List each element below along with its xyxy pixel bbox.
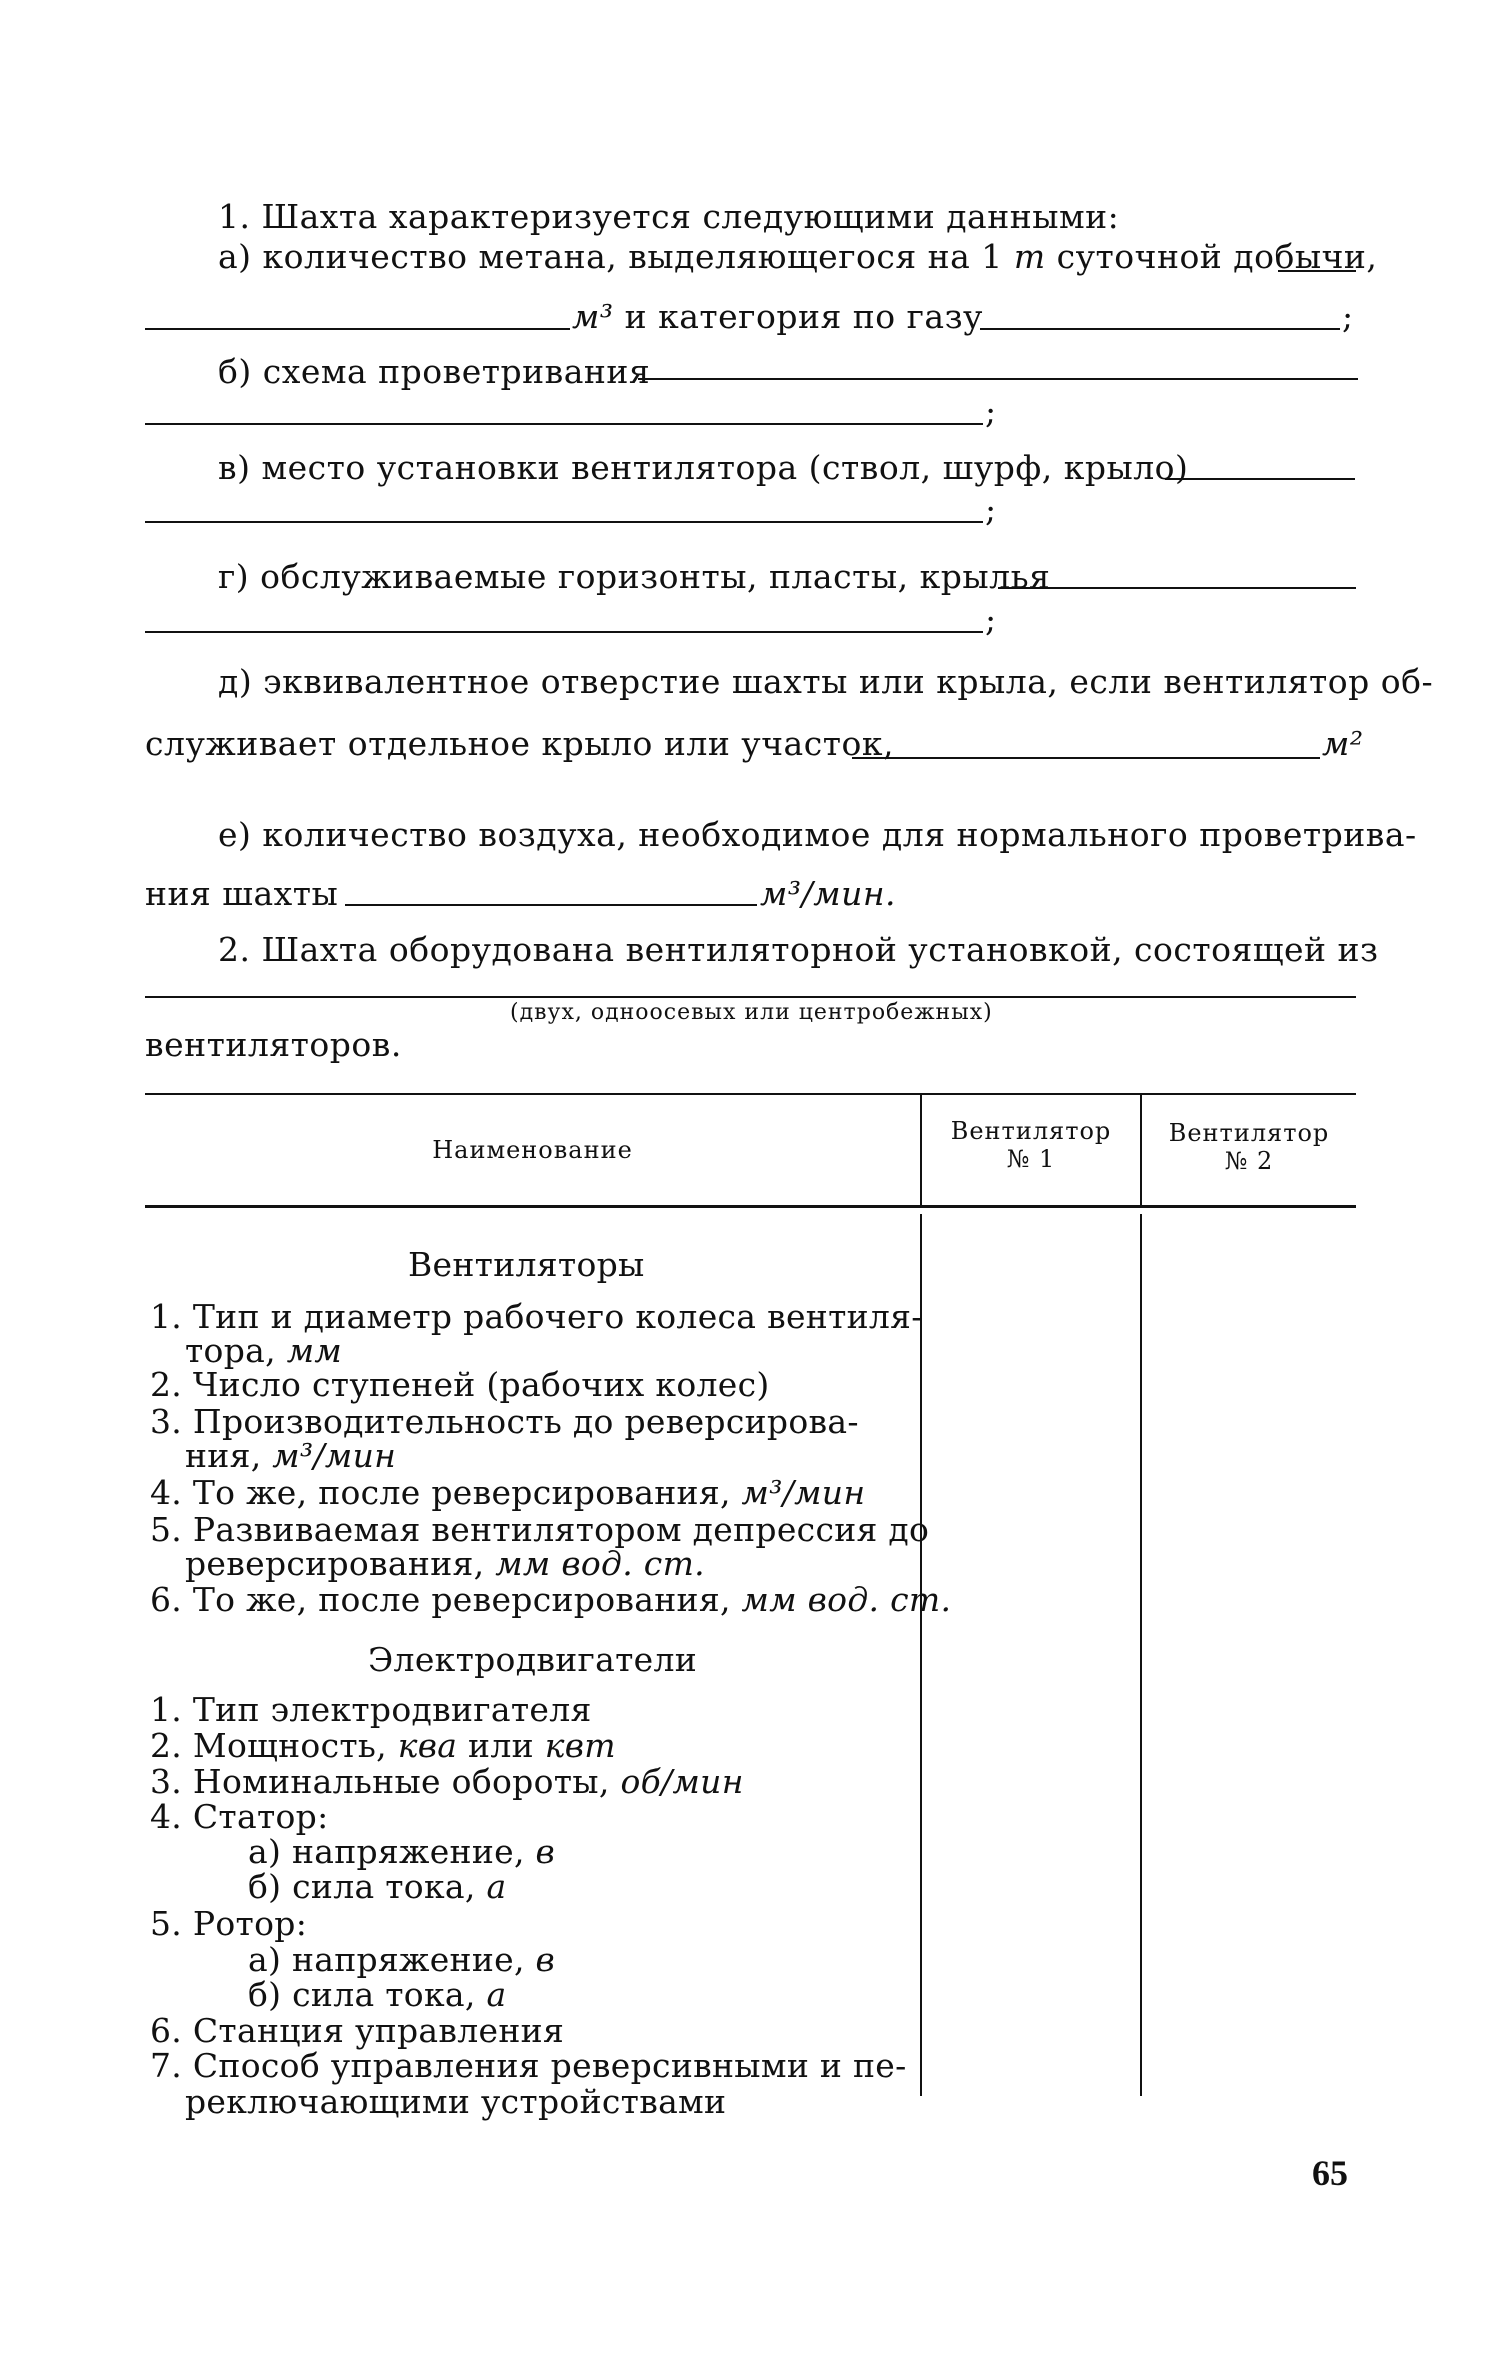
fan-row-3-unit: м³/мин xyxy=(272,1436,397,1475)
fan-row-3-cont-text: ния, xyxy=(185,1436,273,1475)
item-d-line1: д) эквивалентное отверстие шахты или крыла, если вентилятор об- xyxy=(218,662,1434,701)
fan-row-4-unit: м³/мин xyxy=(741,1473,866,1512)
motor-row-4b-text: б) сила тока, xyxy=(248,1867,487,1906)
fill-line-v1 xyxy=(1165,478,1355,480)
fan-row-1-cont-text: тора, xyxy=(185,1331,287,1370)
fill-line-section2 xyxy=(145,996,1356,998)
motor-row-3-text: 3. Номинальные обороты, xyxy=(150,1762,621,1801)
item-a-text-after: суточной добычи, xyxy=(1056,237,1378,276)
item-d-line2: служивает отдельное крыло или участок, xyxy=(145,724,894,763)
page-number: 65 xyxy=(1312,2153,1348,2193)
table-header-rule xyxy=(145,1205,1356,1208)
motor-row-2-or: или xyxy=(457,1726,545,1765)
fan-row-1: 1. Тип и диаметр рабочего колеса вентиля- xyxy=(150,1297,923,1336)
motor-row-4a xyxy=(248,1832,555,1871)
item-e-unit: м³/мин. xyxy=(760,874,897,913)
motor-row-4a-unit: в xyxy=(535,1832,556,1871)
item-a-end: ; xyxy=(1342,297,1354,336)
motor-row-5: 5. Ротор: xyxy=(150,1904,308,1943)
motor-row-7: 7. Способ управления реверсивными и пе- xyxy=(150,2046,907,2085)
motor-row-3 xyxy=(150,1762,744,1801)
fan-row-6 xyxy=(150,1580,951,1619)
motor-row-4b xyxy=(248,1867,506,1906)
motor-row-4b-unit: а xyxy=(486,1867,507,1906)
item-a-category: и категория по газу xyxy=(624,297,983,336)
motor-row-3-unit: об/мин xyxy=(620,1762,744,1801)
motor-row-5a-text: а) напряжение, xyxy=(248,1940,536,1979)
item-g-text: г) обслуживаемые горизонты, пласты, крылья xyxy=(218,557,1051,596)
fan-row-5: 5. Развиваемая вентилятором депрессия до xyxy=(150,1510,930,1549)
item-g-end: ; xyxy=(985,600,997,639)
section1-intro: 1. Шахта характеризуется следующими данными: xyxy=(218,197,1120,236)
fan-row-5-cont-text: реверсирования, xyxy=(185,1544,496,1583)
motor-row-2-unit-b: квт xyxy=(544,1726,616,1765)
section2-end: вентиляторов. xyxy=(145,1025,402,1064)
section2-caption: (двух, одноосевых или центробежных) xyxy=(510,1000,993,1025)
motor-row-2-text: 2. Мощность, xyxy=(150,1726,398,1765)
fill-line-b1 xyxy=(638,378,1358,380)
fill-line-v2 xyxy=(145,521,983,523)
motor-row-1: 1. Тип электродвигателя xyxy=(150,1690,592,1729)
item-b-end: ; xyxy=(985,392,997,431)
header-fan2-line1: Вентилятор xyxy=(1168,1119,1330,1147)
column-divider-2 xyxy=(1140,1214,1142,2096)
fill-line-a3 xyxy=(980,328,1340,330)
motor-row-2-unit-a: ква xyxy=(397,1726,458,1765)
item-v-end: ; xyxy=(985,490,997,529)
table-top-rule xyxy=(145,1093,1356,1095)
fan-row-5-cont xyxy=(185,1544,705,1583)
fan-row-3: 3. Производительность до реверсирова- xyxy=(150,1402,859,1441)
header-name: Наименование xyxy=(432,1136,633,1164)
column-divider-1 xyxy=(920,1214,922,2096)
header-fan2-line2: № 2 xyxy=(1224,1147,1274,1175)
motor-row-2 xyxy=(150,1726,616,1765)
fill-line-g2 xyxy=(145,631,983,633)
motor-row-5b-text: б) сила тока, xyxy=(248,1975,487,2014)
section2-text: 2. Шахта оборудована вентиляторной установкой, состоящей из xyxy=(218,930,1379,969)
fan-row-1-unit: мм xyxy=(286,1331,343,1370)
item-a-text: а) количество метана, выделяющегося на 1 xyxy=(218,237,1003,276)
item-a-unit-m3: м³ xyxy=(572,297,614,336)
motor-row-5b-unit: а xyxy=(486,1975,507,2014)
motor-row-5a-unit: в xyxy=(535,1940,556,1979)
fan-row-5-unit: мм вод. ст. xyxy=(495,1544,705,1583)
motor-row-4a-text: а) напряжение, xyxy=(248,1832,536,1871)
motor-row-7-cont: реключающими устройствами xyxy=(185,2082,727,2121)
fan-row-4-text: 4. То же, после реверсирования, xyxy=(150,1473,742,1512)
item-a-line2 xyxy=(572,297,983,336)
fill-line-a1 xyxy=(1278,270,1356,272)
fan-row-2: 2. Число ступеней (рабочих колес) xyxy=(150,1365,770,1404)
item-b-text: б) схема проветривания xyxy=(218,352,651,391)
item-e-line2: ния шахты xyxy=(145,874,339,913)
fan-row-4 xyxy=(150,1473,865,1512)
motor-row-5b xyxy=(248,1975,506,2014)
fill-line-e xyxy=(345,904,757,906)
motor-row-5a xyxy=(248,1940,555,1979)
fan-row-3-cont xyxy=(185,1436,396,1475)
item-a-unit-t: т xyxy=(1013,237,1046,276)
fill-line-g1 xyxy=(998,587,1356,589)
item-v-text: в) место установки вентилятора (ствол, шурф, крыло) xyxy=(218,448,1189,487)
motor-row-4: 4. Статор: xyxy=(150,1797,329,1836)
motors-section-title: Электродвигатели xyxy=(368,1640,698,1679)
item-a-line1 xyxy=(218,237,1377,276)
fan-row-6-unit: мм вод. ст. xyxy=(741,1580,952,1619)
fill-line-a2 xyxy=(145,328,570,330)
fan-row-6-text: 6. То же, после реверсирования, xyxy=(150,1580,742,1619)
header-fan1-line2: № 1 xyxy=(1006,1145,1056,1173)
fill-line-d xyxy=(852,757,1320,759)
fans-section-title: Вентиляторы xyxy=(408,1245,645,1284)
fill-line-b2 xyxy=(145,423,983,425)
item-d-unit: м² xyxy=(1322,724,1364,763)
item-e-line1: е) количество воздуха, необходимое для нормального проветрива- xyxy=(218,815,1417,854)
header-fan1-line1: Вентилятор xyxy=(950,1117,1112,1145)
motor-row-6: 6. Станция управления xyxy=(150,2011,565,2050)
